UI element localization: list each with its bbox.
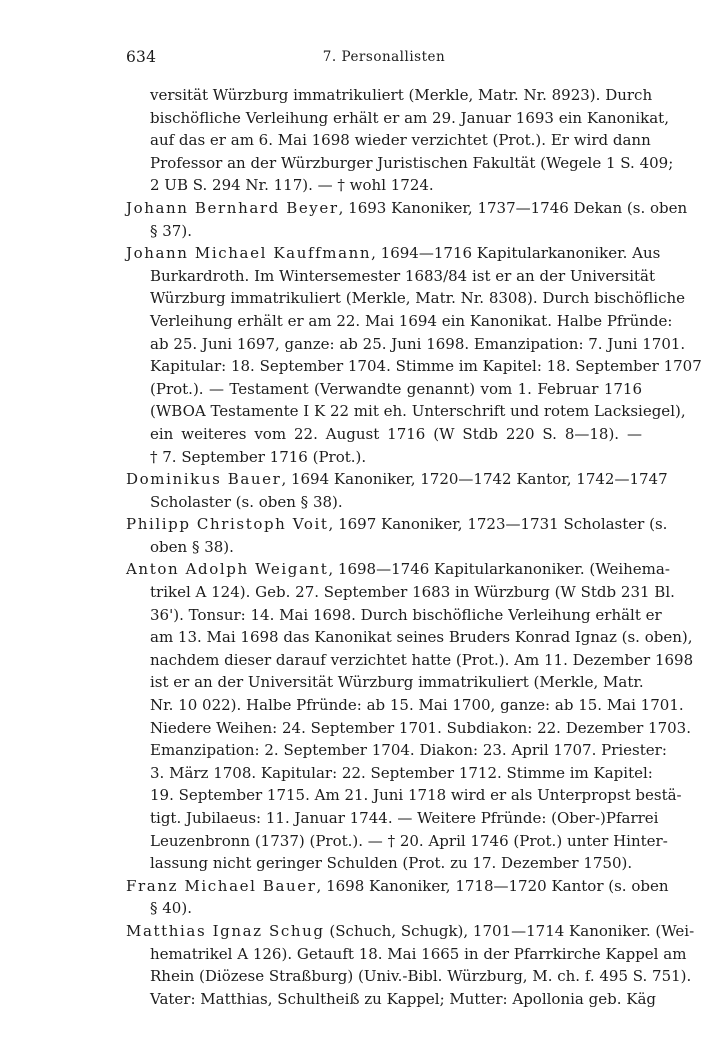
- text-line: [126, 694, 684, 717]
- text-line: [126, 830, 668, 853]
- text-body: [126, 84, 702, 1010]
- line-text: § 40).: [150, 899, 192, 918]
- text-line: [126, 310, 673, 333]
- line-text: bischöfliche Verleihung erhält er am 29. Januar 1693 ein Kanonikat,: [150, 108, 669, 127]
- line-text: versität Würzburg immatrikuliert (Merkle, Matr. Nr. 8923). Durch: [150, 86, 653, 104]
- text-line: [126, 807, 659, 830]
- person-name: Dominikus Bauer: [126, 470, 282, 489]
- line-text: ab 25. Juni 1697, ganze: ab 25. Juni 1698. Emanzipation: 7. Juni 1701.: [150, 334, 686, 353]
- line-text: Würzburg immatrikuliert (Merkle, Matr. Nr. 8308). Durch bischöfliche: [150, 289, 686, 308]
- line-text: Verleihung erhält er am 22. Mai 1694 ein Kanonikat. Halbe Pfründe:: [150, 311, 673, 330]
- text-line: [126, 287, 686, 310]
- line-text: , 1693 Kanoniker, 1737—1746 Dekan (s. oben: [338, 198, 688, 217]
- person-name: Philipp Christoph Voit: [126, 515, 329, 534]
- person-name: Franz Michael Bauer: [126, 876, 317, 895]
- entry-first-line: [126, 875, 669, 898]
- text-line: [126, 107, 669, 130]
- text-line: [126, 400, 686, 423]
- line-text: oben § 38).: [150, 537, 234, 556]
- text-line: [126, 446, 642, 469]
- line-text: hematrikel A 126). Getauft 18. Mai 1665 in der Pfarrkirche Kappel am: [150, 944, 687, 963]
- entry-first-line: [126, 197, 688, 220]
- line-text: trikel A 124). Geb. 27. September 1683 in Würzburg (W Stdb 231 Bl.: [150, 583, 675, 602]
- page-number: 634: [126, 48, 157, 66]
- line-text: 19. September 1715. Am 21. Juni 1718 wird er als Unterpropst bestä-: [150, 786, 682, 805]
- text-line: [126, 491, 642, 514]
- line-text: 3. März 1708. Kapitular: 22. September 1712. Stimme im Kapitel:: [150, 763, 653, 782]
- entry-first-line: [126, 558, 670, 581]
- line-text: lassung nicht geringer Schulden (Prot. zu 17. Dezember 1750).: [150, 854, 633, 873]
- line-text: § 37).: [150, 221, 192, 240]
- entry-first-line: [126, 920, 695, 943]
- text-line: [126, 965, 692, 988]
- line-text: , 1694 Kanoniker, 1720—1742 Kantor, 1742—1747: [281, 470, 668, 489]
- line-text: ist er an der Universität Würzburg immatrikuliert (Merkle, Matr.: [150, 673, 644, 692]
- text-line: [126, 739, 667, 762]
- entry-first-line: [126, 242, 661, 265]
- person-name: Johann Michael Kauffmann: [126, 244, 372, 263]
- line-text: auf das er am 6. Mai 1698 wieder verzichtet (Prot.). Er wird dann: [150, 131, 651, 150]
- text-line: [126, 717, 691, 740]
- line-text: † 7. September 1716 (Prot.).: [150, 447, 367, 466]
- text-line: [126, 129, 651, 152]
- line-text: , 1694—1716 Kapitularkanoniker. Aus: [371, 244, 661, 263]
- line-text: tigt. Jubilaeus: 11. Januar 1744. — Weitere Pfründe: (Ober-)Pfarrei: [150, 809, 659, 827]
- line-text: , 1698 Kanoniker, 1718—1720 Kantor (s. oben: [316, 876, 669, 895]
- text-line: [126, 333, 686, 356]
- line-text: (WBOA Testamente I K 22 mit eh. Unterschrift und rotem Lacksiegel),: [150, 402, 686, 421]
- text-line: [126, 988, 656, 1011]
- text-line: [126, 84, 653, 107]
- line-text: Emanzipation: 2. September 1704. Diakon: 23. April 1707. Priester:: [150, 741, 667, 760]
- line-text: 2 UB S. 294 Nr. 117). — † wohl 1724.: [150, 176, 434, 195]
- text-line: [126, 784, 682, 807]
- line-text: Vater: Matthias, Schultheiß zu Kappel; Mutter: Apollonia geb. Käg: [150, 989, 656, 1008]
- line-text: Nr. 10 022). Halbe Pfründe: ab 15. Mai 1700, ganze: ab 15. Mai 1701.: [150, 696, 684, 715]
- line-text: Leuzenbronn (1737) (Prot.). — † 20. April 1746 (Prot.) unter Hinter-: [150, 831, 668, 850]
- text-line: [126, 671, 642, 694]
- text-line: [126, 423, 642, 446]
- person-name: Matthias Ignaz Schug: [126, 921, 325, 940]
- text-line: [126, 897, 642, 920]
- person-name: Anton Adolph Weigant: [126, 560, 329, 579]
- text-line: [126, 581, 675, 604]
- text-line: [126, 852, 642, 875]
- text-line: [126, 152, 674, 175]
- text-line: [126, 626, 693, 649]
- line-text: Niedere Weihen: 24. September 1701. Subdiakon: 22. Dezember 1703.: [150, 718, 691, 737]
- line-text: Scholaster (s. oben § 38).: [150, 492, 343, 511]
- line-text: Professor an der Würzburger Juristischen Fakultät (Wegele 1 S. 409;: [150, 153, 674, 172]
- page-header: [126, 48, 642, 70]
- line-text: Kapitular: 18. September 1704. Stimme im Kapitel: 18. September 1707: [150, 357, 702, 376]
- text-line: [126, 762, 653, 785]
- text-line: [126, 649, 694, 672]
- text-line: [126, 604, 662, 627]
- entry-first-line: [126, 468, 668, 491]
- line-text: ein weiteres vom 22. August 1716 (W Stdb 220 S. 8—18). —: [150, 424, 642, 443]
- text-line: [126, 265, 655, 288]
- text-line: [126, 943, 687, 966]
- text-line: [126, 378, 642, 401]
- line-text: Burkardroth. Im Wintersemester 1683/84 ist er an der Universität: [150, 266, 655, 285]
- line-text: (Schuch, Schugk), 1701—1714 Kanoniker. (Wei-: [324, 921, 695, 940]
- line-text: , 1698—1746 Kapitularkanoniker. (Weihema-: [328, 560, 670, 579]
- text-line: [126, 174, 642, 197]
- line-text: nachdem dieser darauf verzichtet hatte (Prot.). Am 11. Dezember 1698: [150, 650, 694, 669]
- text-line: [126, 220, 642, 243]
- running-title: 7. Personallisten: [322, 49, 446, 65]
- line-text: (Prot.). — Testament (Verwandte genannt) vom 1. Februar 1716: [150, 379, 642, 398]
- entry-first-line: [126, 513, 668, 536]
- line-text: am 13. Mai 1698 das Kanonikat seines Bruders Konrad Ignaz (s. oben),: [150, 628, 693, 647]
- line-text: , 1697 Kanoniker, 1723—1731 Scholaster (s.: [328, 515, 668, 534]
- line-text: Rhein (Diözese Straßburg) (Univ.-Bibl. Würzburg, M. ch. f. 495 S. 751).: [150, 967, 692, 986]
- line-text: 36'). Tonsur: 14. Mai 1698. Durch bischöfliche Verleihung erhält er: [150, 605, 662, 624]
- text-line: [126, 536, 642, 559]
- person-name: Johann Bernhard Beyer: [126, 198, 339, 217]
- text-line: [126, 355, 702, 378]
